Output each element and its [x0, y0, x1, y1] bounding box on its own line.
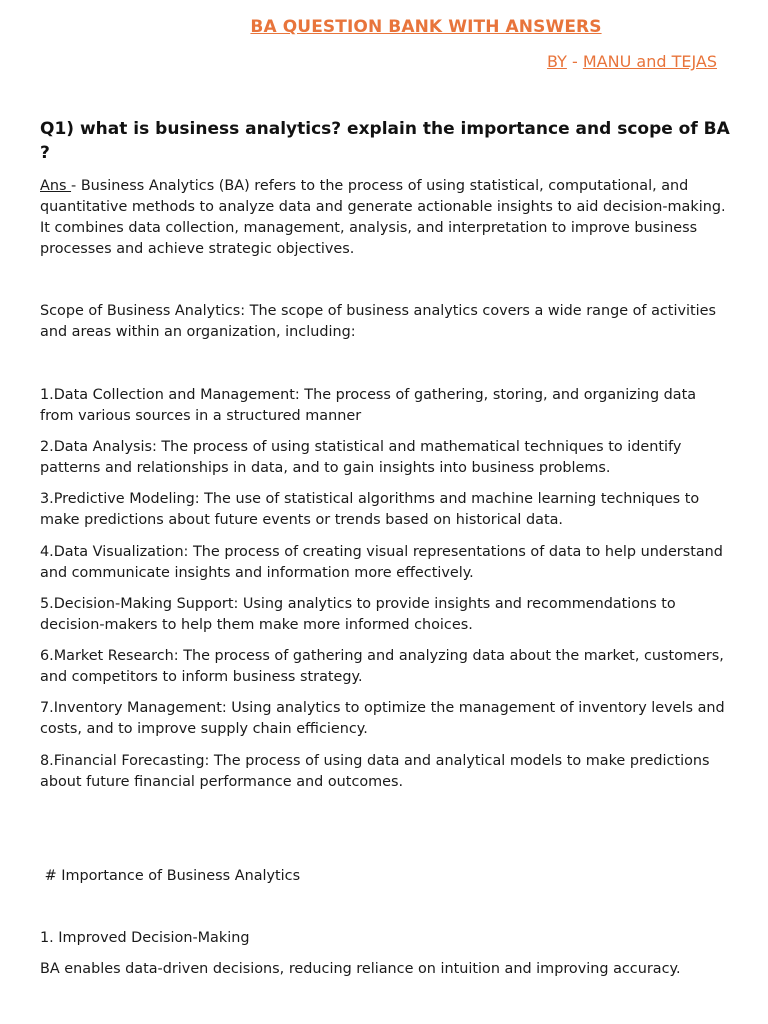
scope-item-1: 1.Data Collection and Management: The process of gathering, storing, and organizing data from various sources in a structured manner: [40, 387, 697, 424]
scope-item-8: 8.Financial Forecasting: The process of using data and analytical models to make predictions about future financial performance and outcomes.: [40, 753, 710, 790]
authors-line: [547, 52, 717, 71]
scope-item-7: 7.Inventory Management: Using analytics to optimize the management of inventory levels and costs, and to improve supply chain efficiency.: [40, 700, 725, 737]
authors-names: MANU and TEJAS: [582, 52, 717, 71]
scope-item-2: 2.Data Analysis: The process of using statistical and mathematical techniques to identify patterns and relationships in data, and to gain insights into business problems.: [40, 439, 682, 476]
scope-item-5: 5.Decision-Making Support: Using analytics to provide insights and recommendations to decision-makers to help them make more informed choices.: [40, 596, 676, 633]
importance-item-1-title: 1. Improved Decision-Making: [40, 930, 250, 946]
scope-intro: Scope of Business Analytics: The scope of business analytics covers a wide range of activities and areas within an organization, including:: [40, 303, 716, 340]
scope-item-4: 4.Data Visualization: The process of creating visual representations of data to help understand and communicate insights and information more effectively.: [40, 544, 723, 581]
document-title: BA QUESTION BANK WITH ANSWERS: [250, 17, 602, 37]
authors-separator: -: [566, 52, 583, 71]
answer-intro: - Business Analytics (BA) refers to the process of using statistical, computational, and quantitative methods to analyze data and generate actionable insights to aid decision-making. It combines data collection, management, analysis, and interpretation to improve business processes and achieve strategic objectives.: [40, 178, 726, 257]
answer-label: Ans: [40, 178, 72, 194]
question-heading: Q1) what is business analytics? explain the importance and scope of BA ?: [40, 119, 730, 163]
scope-item-6: 6.Market Research: The process of gathering and analyzing data about the market, customers, and competitors to inform business strategy.: [40, 648, 724, 685]
importance-heading: # Importance of Business Analytics: [40, 868, 301, 884]
importance-item-1-text: BA enables data-driven decisions, reducing reliance on intuition and improving accuracy.: [40, 961, 681, 977]
by-label: BY: [547, 52, 567, 71]
answer-paragraph: [40, 176, 730, 260]
scope-item-3: 3.Predictive Modeling: The use of statistical algorithms and machine learning techniques to make predictions about future events or trends based on historical data.: [40, 491, 700, 528]
